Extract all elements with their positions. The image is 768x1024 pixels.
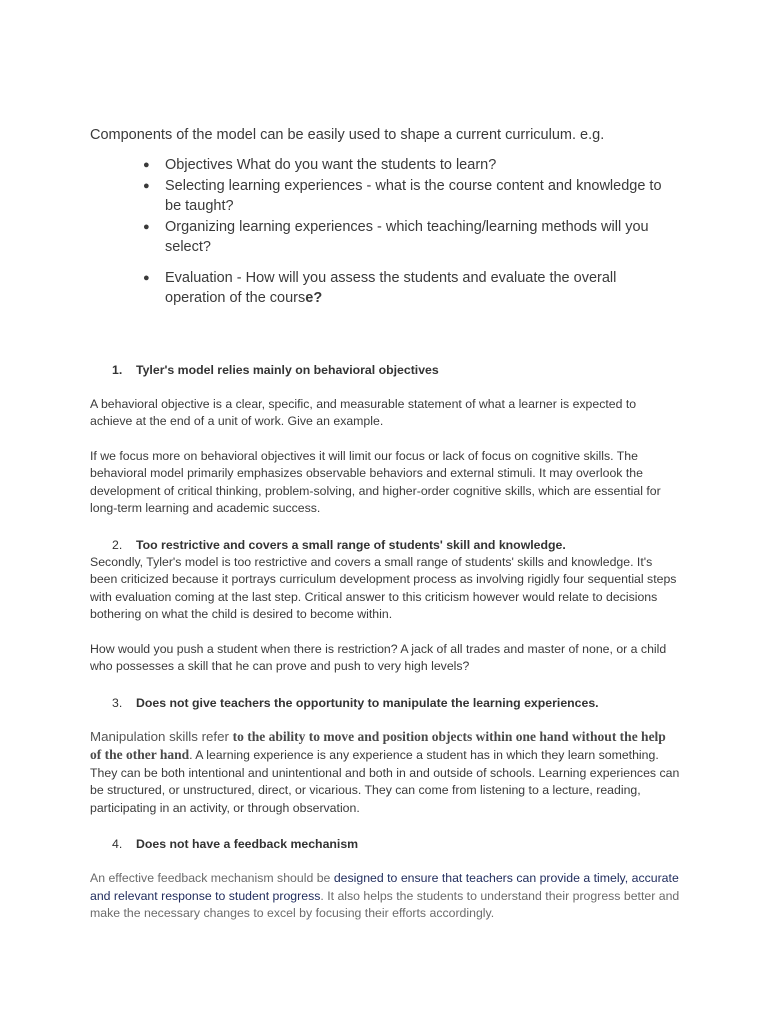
bullet-icon: ● bbox=[143, 159, 150, 171]
paragraph-lead: Manipulation skills refer bbox=[90, 728, 233, 744]
section-heading-1 bbox=[90, 361, 680, 379]
section-heading-3 bbox=[90, 694, 680, 712]
section-title: Tyler's model relies mainly on behavioral objectives bbox=[136, 362, 439, 377]
bullet-icon: ● bbox=[143, 271, 150, 284]
paragraph-rest: . It also helps the students to understand their progress better and make the necessary changes to excel by focusing their efforts accordingly. bbox=[90, 888, 680, 920]
section-number: 3. bbox=[112, 695, 123, 710]
list-item-text: Objectives What do you want the students to learn? bbox=[165, 157, 497, 173]
list-item bbox=[90, 217, 680, 258]
document-page bbox=[90, 126, 680, 923]
components-list bbox=[90, 155, 680, 309]
list-item bbox=[90, 268, 680, 309]
paragraph: Secondly, Tyler's model is too restrictive and covers a small range of students' skills and knowledge. It's been criticized because it portrays curriculum development process as involving rigidly four sequential steps with evaluation coming at the last step. Critical answer to this criticism however would relate to decisions bothering on what the child is desired to become within. bbox=[90, 554, 677, 621]
paragraph bbox=[90, 870, 680, 923]
paragraph-highlight: to the ability to move and position objects within one hand without the help of the other hand bbox=[90, 728, 666, 762]
list-item bbox=[90, 176, 680, 217]
list-item bbox=[90, 155, 680, 176]
list-item-text: Organizing learning experiences - which teaching/learning methods will you select? bbox=[165, 218, 649, 255]
paragraph-link-text: designed to ensure that teachers can provide a timely, accurate and relevant response to student progress bbox=[90, 871, 679, 903]
paragraph bbox=[90, 728, 680, 818]
section-title: Does not give teachers the opportunity to manipulate the learning experiences. bbox=[136, 695, 599, 710]
paragraph: A behavioral objective is a clear, specific, and measurable statement of what a learner is expected to achieve at the end of a unit of work. Give an example. bbox=[90, 396, 637, 428]
section-number: 2. bbox=[112, 537, 123, 552]
section-heading-4 bbox=[90, 835, 680, 853]
intro-text: Components of the model can be easily used to shape a current curriculum. e.g. bbox=[90, 127, 605, 143]
paragraph-rest: . A learning experience is any experience a student has in which they learn something. They can be both intentional and unintentional and both in and outside of schools. Learning experiences can be structured, or unstructured, direct, or vicarious. They can come from listening to a lecture, reading, participating in an activity, or through observation. bbox=[90, 748, 680, 815]
bullet-icon: ● bbox=[143, 220, 150, 233]
list-item-text-bold: e? bbox=[305, 290, 323, 306]
paragraph: How would you push a student when there is restriction? A jack of all trades and master of none, or a child who possesses a skill that he can prove and push to very high levels? bbox=[90, 641, 667, 673]
section-number: 4. bbox=[112, 837, 123, 851]
paragraph-lead: An effective feedback mechanism should be bbox=[90, 871, 334, 885]
bullet-icon: ● bbox=[143, 179, 150, 192]
list-item-text: Evaluation - How will you assess the students and evaluate the overall operation of the cours bbox=[165, 269, 617, 306]
paragraph: If we focus more on behavioral objectives it will limit our focus or lack of focus on cognitive skills. The behavioral model primarily emphasizes observable behaviors and external stimuli. It may overlook the development of critical thinking, problem-solving, and higher-order cognitive skills, which are essential for long-term learning and academic success. bbox=[90, 448, 661, 515]
section-heading-2 bbox=[90, 536, 680, 554]
section-number: 1. bbox=[112, 362, 123, 377]
section-title: Does not have a feedback mechanism bbox=[136, 837, 359, 851]
list-item-text: Selecting learning experiences - what is the course content and knowledge to be taught? bbox=[165, 177, 662, 214]
section-title: Too restrictive and covers a small range of students' skill and knowledge. bbox=[136, 537, 566, 552]
